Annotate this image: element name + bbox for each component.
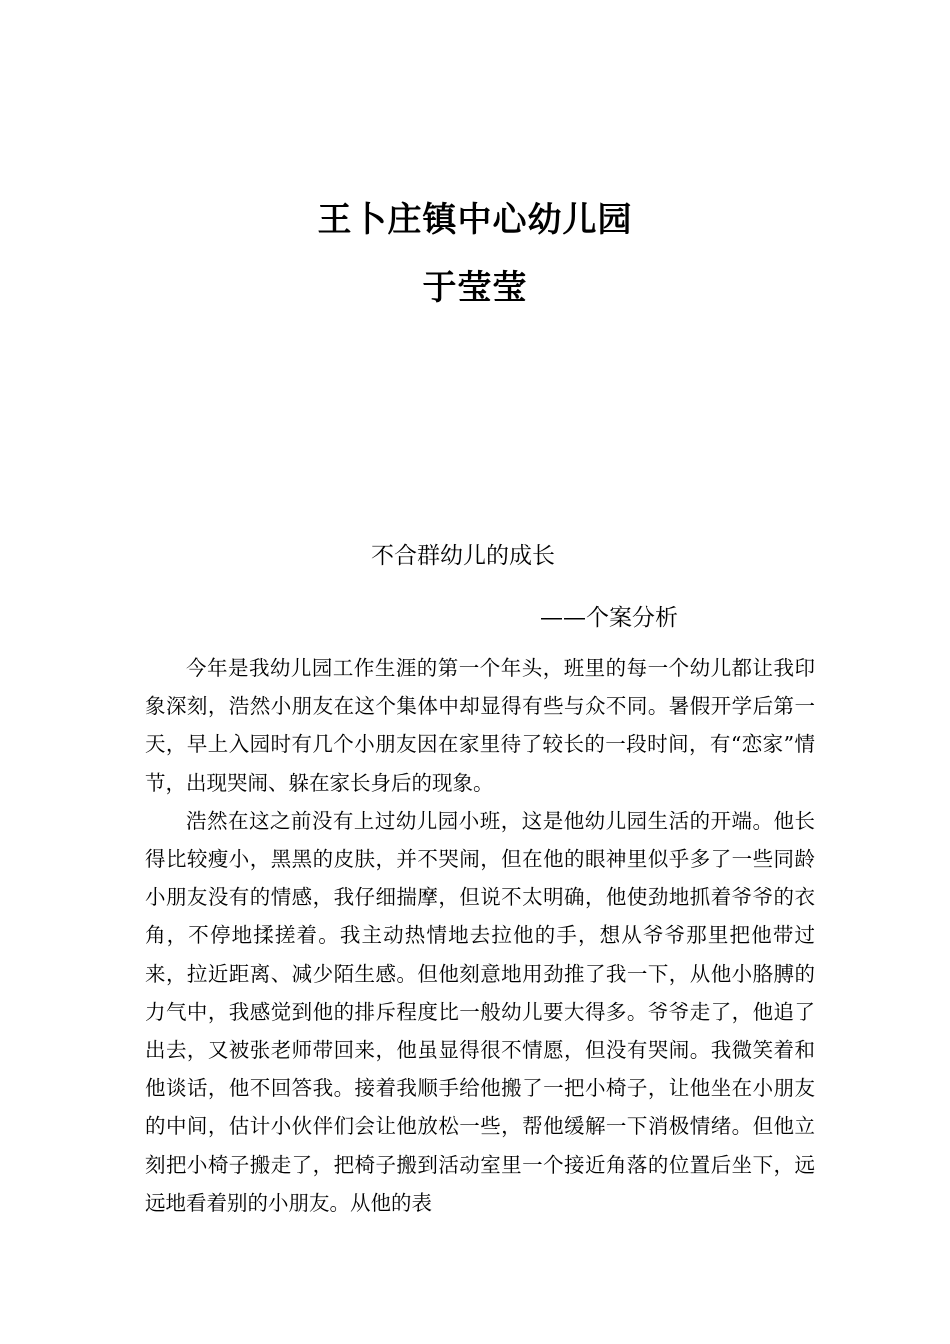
article-subtitle: ——个案分析 (540, 605, 678, 631)
article-title: 不合群幼儿的成长 (371, 543, 555, 569)
article-body (145, 649, 815, 1222)
school-name: 王卜庄镇中心幼儿园 (317, 200, 633, 240)
author-name: 于莹莹 (422, 268, 528, 308)
paragraph: 今年是我幼儿园工作生涯的第一个年头，班里的每一个幼儿都让我印象深刻，浩然小朋友在这个集体中却显得有些与众不同。暑假开学后第一天，早上入园时有几个小朋友因在家里待了较长的一段时间，有“恋家”情节，出现哭闹、躲在家长身后的现象。 (145, 656, 815, 795)
paragraph: 浩然在这之前没有上过幼儿园小班，这是他幼儿园生活的开端。他长得比较瘦小，黑黑的皮肤，并不哭闹，但在他的眼神里似乎多了一些同龄小朋友没有的情感，我仔细揣摩，但说不太明确，他使劲地抓着爷爷的衣角，不停地揉搓着。我主动热情地去拉他的手，想从爷爷那里把他带过来，拉近距离、减少陌生感。但他刻意地用劲推了我一下，从他小胳膊的力气中，我感觉到他的排斥程度比一般幼儿要大得多。爷爷走了，他追了出去，又被张老师带回来，他虽显得很不情愿，但没有哭闹。我微笑着和他谈话，他不回答我。接着我顺手给他搬了一把小椅子，让他坐在小朋友的中间，估计小伙伴们会让他放松一些，帮他缓解一下消极情绪。但他立刻把小椅子搬走了，把椅子搬到活动室里一个接近角落的位置后坐下，远远地看着别的小朋友。从他的表 (145, 808, 815, 1215)
